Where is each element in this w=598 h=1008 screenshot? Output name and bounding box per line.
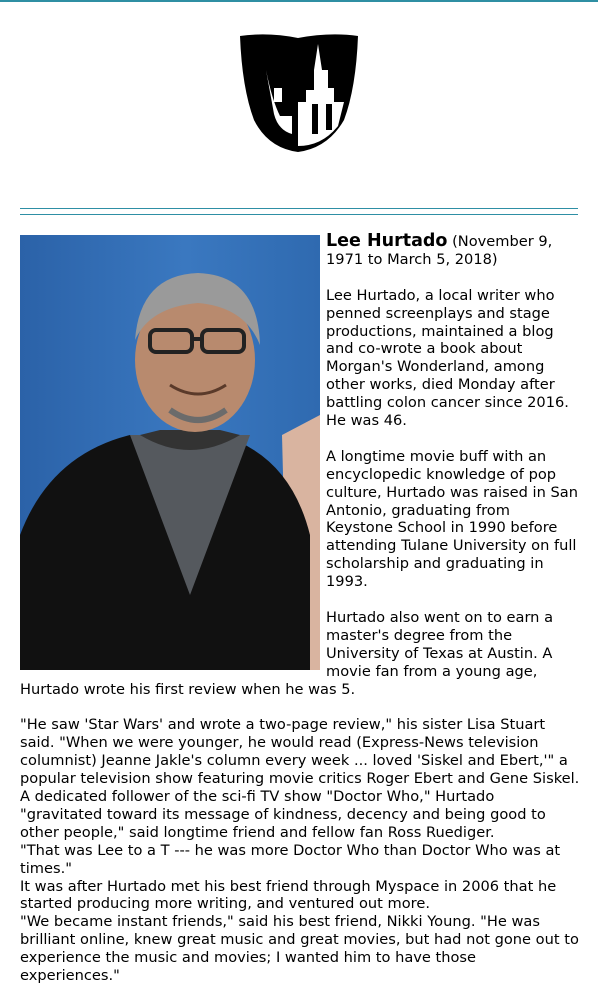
person-name: Lee Hurtado (326, 231, 448, 251)
paragraph-2: A longtime movie buff with an encyclopedic knowledge of pop culture, Hurtado was raised in San Antonio, graduating from Keystone School in 1990 before attending Tulane University on full scholarship and graduating in 1993. (326, 447, 578, 591)
section-divider (20, 208, 578, 215)
obituary-article (20, 233, 580, 985)
paragraph-5: "That was Lee to a T --- he was more Doctor Who than Doctor Who was at times." (20, 841, 561, 877)
paragraph-7: "We became instant friends," said his best friend, Nikki Young. "He was brilliant online, knew great music and great movies, but had not gone out to experience the music and movies; I wanted him to have those experiences." (20, 913, 579, 985)
life-dates: (November 9, 1971 to March 5, 2018) (326, 233, 553, 268)
paragraph-3: Hurtado also went on to earn a master's degree from the University of Texas at Austin. A movie fan from a young age, Hurtado wrote his first review when he was 5. (20, 608, 554, 698)
paragraph-1: Lee Hurtado, a local writer who penned screenplays and stage productions, maintained a blog and co-wrote a book about Morgan's Wonderland, among other works, died Monday after battling colon cancer since 2016. He was 46. (326, 286, 569, 430)
theater-mask-logo (234, 30, 364, 154)
top-accent-line (0, 0, 598, 2)
paragraph-4: "He saw 'Star Wars' and wrote a two-page review," his sister Lisa Stuart said. "When we were younger, he would read (Express-News television columnist) Jeanne Jakle's column every week ... loved 'Siskel and Ebert,'" a popular television show featuring movie critics Roger Ebert and Gene Siskel. A dedicated follower of the sci-fi TV show "Doctor Who," Hurtado "gravitated toward its message of kindness, decency and being good to other people," said longtime friend and fellow fan Ross Ruediger. (20, 716, 580, 841)
portrait-photo (20, 235, 320, 670)
paragraph-6: It was after Hurtado met his best friend through Myspace in 2006 that he started producing more writing, and ventured out more. (20, 877, 557, 913)
